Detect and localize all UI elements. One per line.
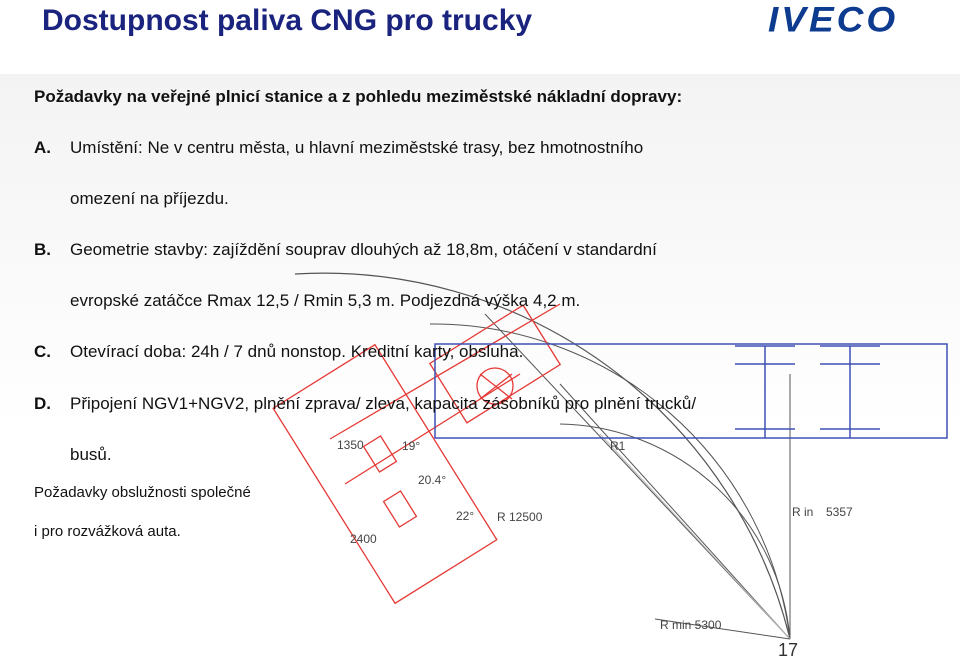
iveco-logo: IVECO (768, 0, 899, 40)
label-r1: R1 (610, 439, 626, 453)
label-2400: 2400 (350, 532, 377, 546)
note-line-1: Požadavky obslužnosti společné (34, 484, 251, 501)
item-b-marker: B. (34, 240, 51, 259)
item-a-text: Umístění: Ne v centru města, u hlavní meziměstské trasy, bez hmotnostního (70, 138, 644, 157)
item-d (34, 394, 696, 414)
label-22deg: 22° (456, 509, 475, 523)
item-d-continuation: busů. (70, 445, 112, 464)
heading: Požadavky na veřejné plnicí stanice a z pohledu meziměstské nákladní dopravy: (34, 87, 683, 106)
label-20-4deg: 20.4° (418, 473, 447, 487)
label-rin: R in (792, 505, 814, 519)
note-line-2: i pro rozvážková auta. (34, 523, 181, 540)
item-a (34, 138, 643, 158)
item-c-text: Otevírací doba: 24h / 7 dnů nonstop. Kreditní karty, obsluha. (70, 342, 524, 361)
label-19deg: 19° (402, 439, 421, 453)
item-a-continuation: omezení na příjezdu. (70, 189, 229, 208)
label-1350: 1350 (337, 438, 364, 452)
item-d-text: Připojení NGV1+NGV2, plnění zprava/ zleva, kapacita zásobníků pro plnění trucků/ (70, 394, 697, 413)
label-r12500: R 12500 (497, 510, 543, 524)
item-d-marker: D. (34, 394, 51, 413)
label-rmin: R min 5300 (660, 618, 722, 632)
turning-radius-drawing (0, 74, 960, 669)
slide-title: Dostupnost paliva CNG pro trucky (42, 4, 533, 37)
item-b (34, 240, 657, 260)
item-b-continuation: evropské zatáčce Rmax 12,5 / Rmin 5,3 m. Podjezdná výška 4,2 m. (70, 291, 581, 310)
item-a-marker: A. (34, 138, 51, 157)
item-b-text: Geometrie stavby: zajíždění souprav dlouhých až 18,8m, otáčení v standardní (70, 240, 657, 259)
label-rin-value: 5357 (826, 505, 853, 519)
item-c (34, 342, 523, 362)
page-number: 17 (778, 640, 799, 660)
item-c-marker: C. (34, 342, 51, 361)
